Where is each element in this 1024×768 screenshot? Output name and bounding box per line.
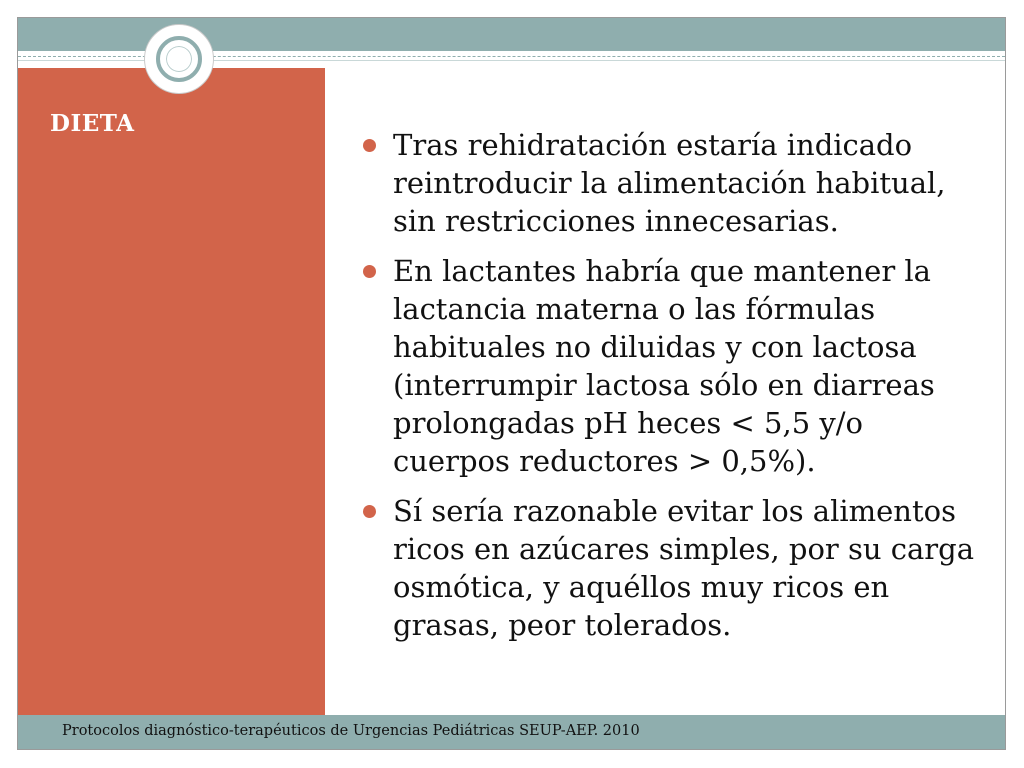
concentric-circle-emblem-icon <box>145 25 213 93</box>
footer-citation: Protocolos diagnóstico-terapéuticos de Urgencias Pediátricas SEUP-AEP. 2010 <box>62 723 640 739</box>
emblem-core <box>164 44 194 74</box>
list-item <box>360 126 980 240</box>
section-title: DIETA <box>50 110 135 137</box>
bullet-dot-icon <box>363 505 376 518</box>
bullet-text: Sí sería razonable evitar los alimentos ricos en azúcares simples, por su carga osmótica, y aquéllos muy ricos en grasas, peor tolerados. <box>393 494 975 642</box>
list-item <box>360 252 980 480</box>
list-item <box>360 492 980 644</box>
bullet-list <box>360 126 980 656</box>
bullet-text: En lactantes habría que mantener la lactancia materna o las fórmulas habituales no diluidas y con lactosa (interrumpir lactosa sólo en diarreas prolongadas pH heces < 5,5 y/o cuerpos reductores > 0,5%). <box>393 254 935 478</box>
bullet-dot-icon <box>363 265 376 278</box>
bullet-text: Tras rehidratación estaría indicado reintroducir la alimentación habitual, sin restricciones innecesarias. <box>393 128 946 238</box>
side-panel <box>18 68 325 715</box>
emblem-ring <box>156 36 202 82</box>
bullet-dot-icon <box>363 139 376 152</box>
